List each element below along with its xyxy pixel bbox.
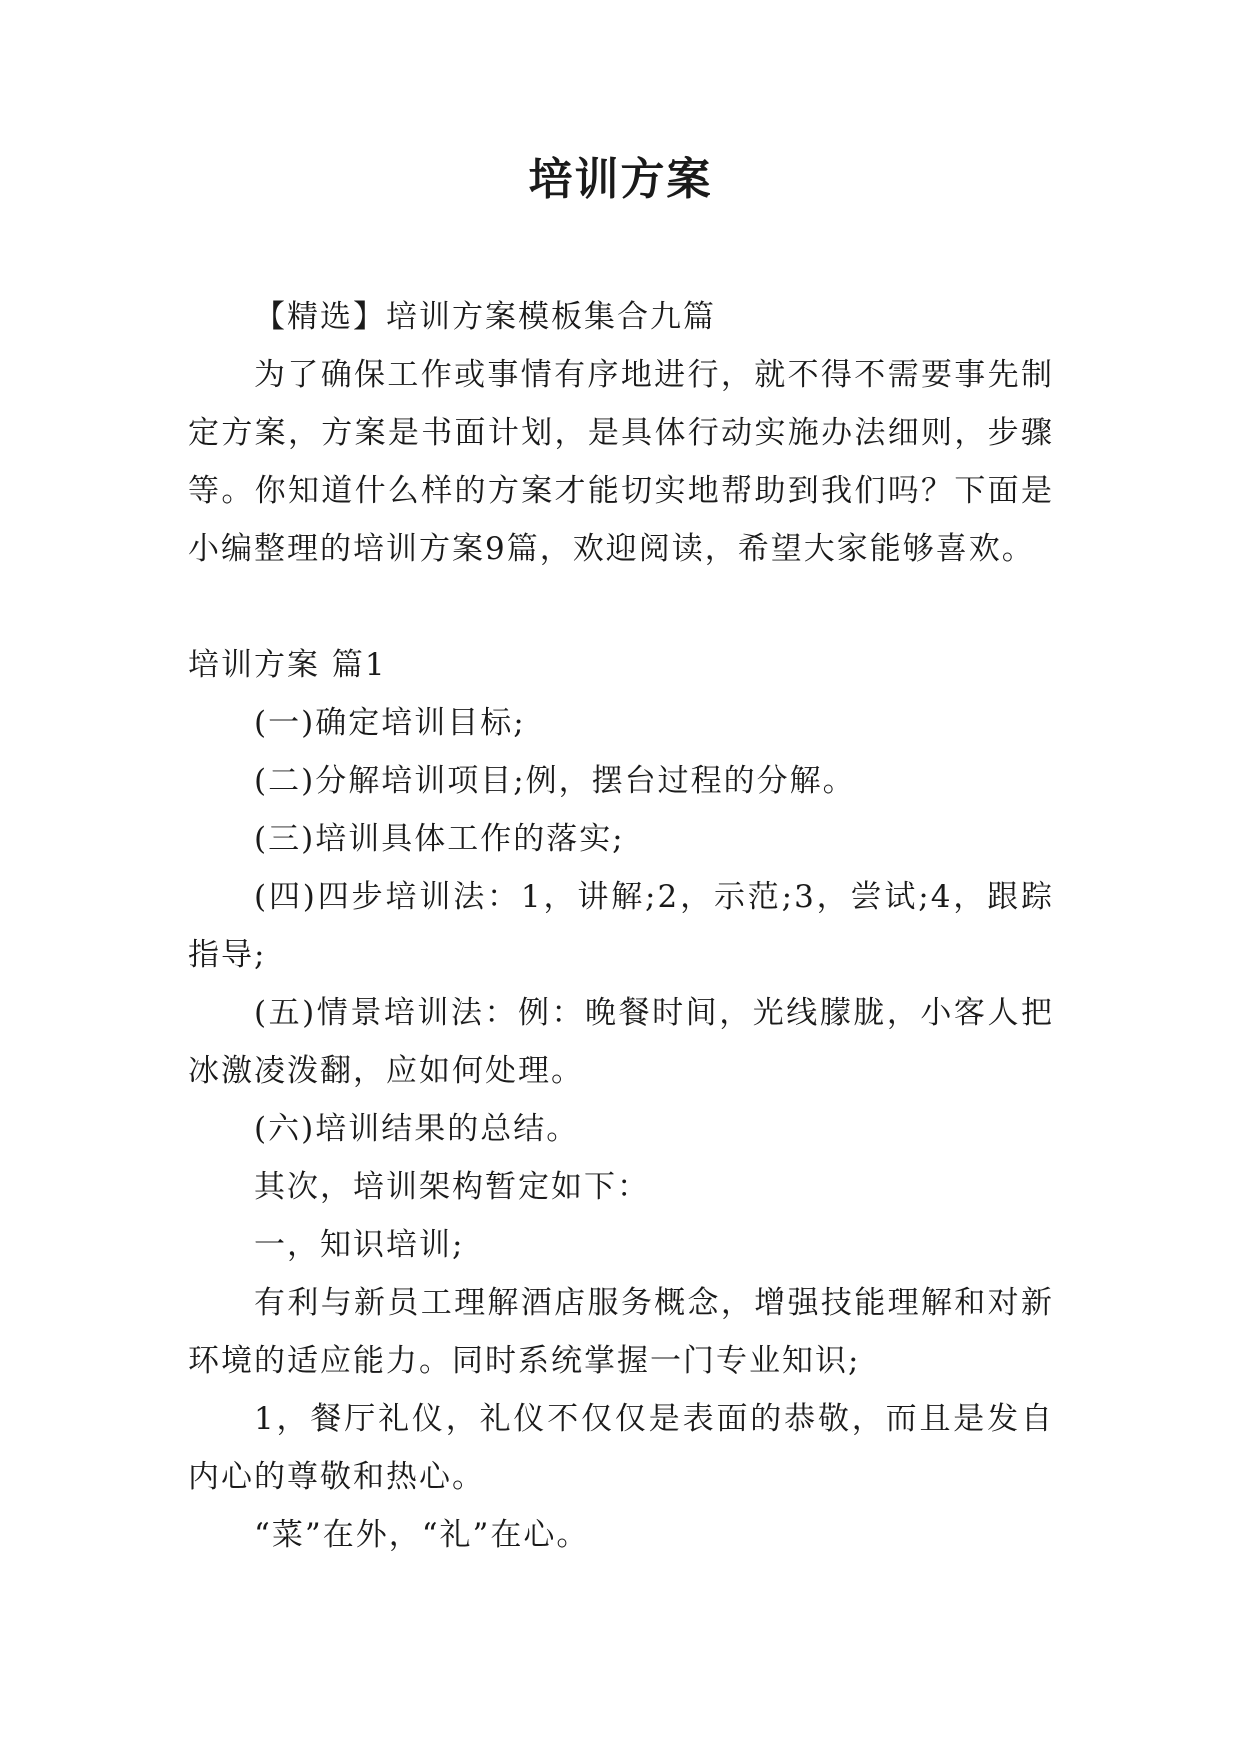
list-item: (六)培训结果的总结。: [254, 1111, 580, 1147]
list-item: (一)确定培训目标;: [254, 705, 526, 741]
list-item: (二)分解培训项目;例，摆台过程的分解。: [254, 763, 856, 799]
point-paragraph: 1，餐厅礼仪，礼仪不仅仅是表面的恭敬，而且是发自内心的尊敬和热心。: [188, 1401, 1054, 1495]
document-body: [188, 288, 1054, 1564]
list-item: (三)培训具体工作的落实;: [254, 821, 625, 857]
list-item: (五)情景培训法：例：晚餐时间，光线朦胧，小客人把冰激凌泼翻，应如何处理。: [188, 995, 1054, 1089]
list-item: (四)四步培训法：1，讲解;2，示范;3，尝试;4，跟踪指导;: [188, 879, 1054, 973]
section-heading: 培训方案 篇1: [188, 647, 387, 683]
knowledge-description: 有利与新员工理解酒店服务概念，增强技能理解和对新环境的适应能力。同时系统掌握一门专业知识;: [188, 1285, 1054, 1379]
subtitle: 【精选】培训方案模板集合九篇: [254, 299, 716, 335]
intro-paragraph: 为了确保工作或事情有序地进行，就不得不需要事先制定方案，方案是书面计划，是具体行动实施办法细则，步骤等。你知道什么样的方案才能切实地帮助到我们吗？下面是小编整理的培训方案9篇，欢迎阅读，希望大家能够喜欢。: [188, 357, 1054, 567]
quote-line: “菜”在外，“礼”在心。: [254, 1517, 590, 1553]
knowledge-heading: 一，知识培训;: [254, 1227, 465, 1263]
structure-intro: 其次，培训架构暂定如下：: [254, 1169, 650, 1205]
document-title: 培训方案: [528, 154, 713, 205]
